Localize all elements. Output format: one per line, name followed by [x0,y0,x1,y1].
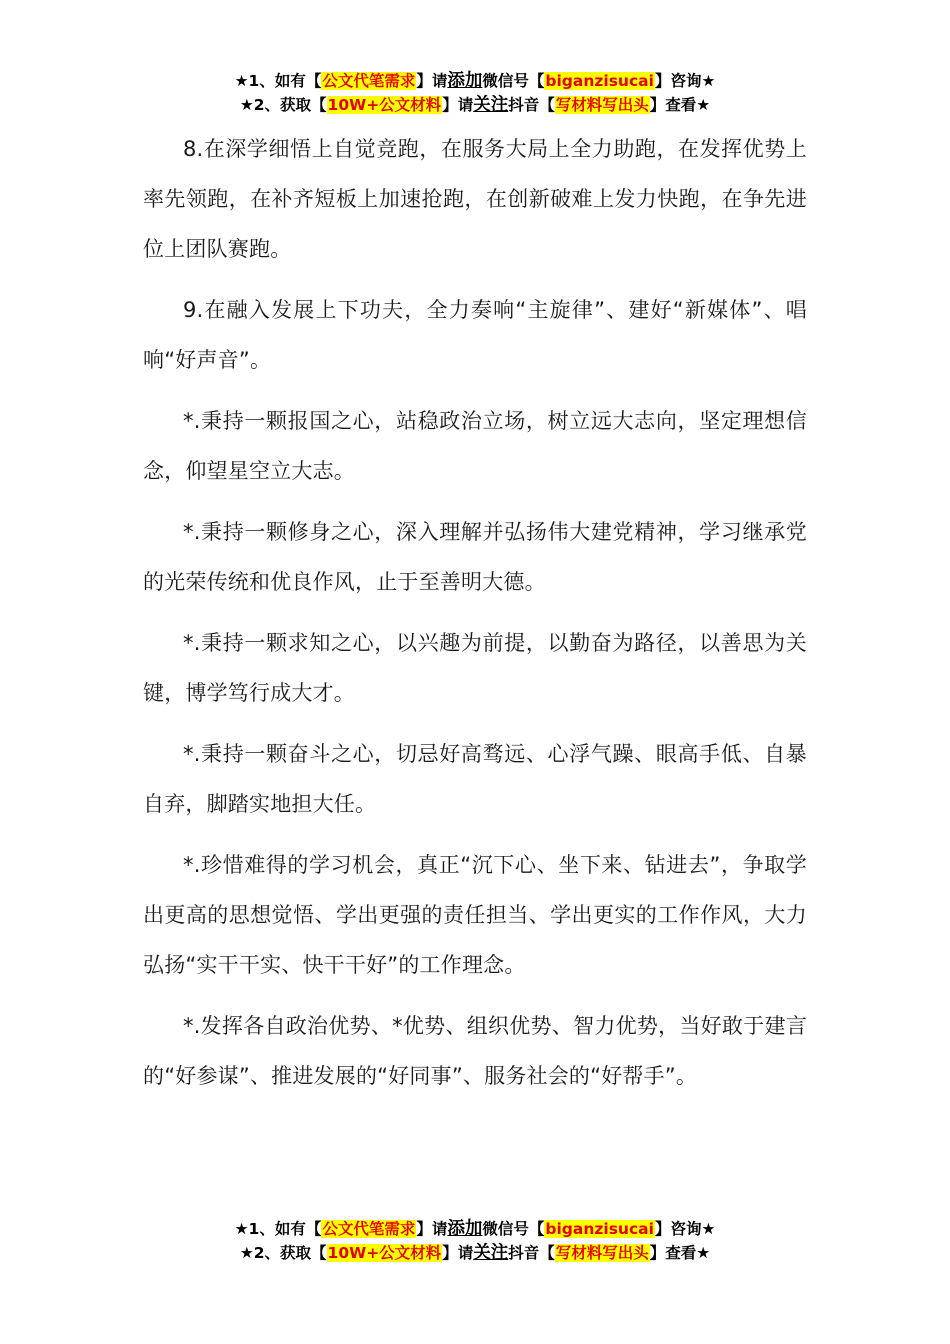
banner-line-1 [0,69,950,93]
banner-text: 抖音【 [508,1244,555,1262]
paragraph: *.珍惜难得的学习机会，真正“沉下心、坐下来、钻进去”，争取学出更高的思想觉悟、学出更强的责任担当、学出更实的工作作风，大力弘扬“实干干实、快干干好”的工作理念。 [143,853,807,977]
header-banner [0,69,950,117]
banner-text: 】咨询★ [654,72,716,90]
banner-underlined-text: 添加 [447,1219,483,1239]
banner-text: 微信号【 [482,1220,545,1238]
paragraph: *.秉持一颗报国之心，站稳政治立场，树立远大志向，坚定理想信念，仰望星空立大志。 [143,409,807,483]
banner-text: ★1、如有【 [234,1220,322,1238]
banner-text: 】咨询★ [654,1220,716,1238]
paragraph: *.发挥各自政治优势、*优势、组织优势、智力优势，当好敢于建言的“好参谋”、推进发展的“好同事”、服务社会的“好帮手”。 [143,1014,807,1088]
banner-line-2 [0,1241,950,1265]
banner-underlined-text: 关注 [473,1243,509,1263]
highlight-service: 公文代笔需求 [322,1220,416,1238]
highlight-douyin-account: 写材料写出头 [555,1244,649,1262]
paragraph: *.秉持一颗奋斗之心，切忌好高骛远、心浮气躁、眼高手低、自暴自弃，脚踏实地担大任。 [143,742,807,816]
highlight-wechat-id: biganzisucai [545,72,654,90]
highlight-douyin-account: 写材料写出头 [555,96,649,114]
paragraph: *.秉持一颗求知之心，以兴趣为前提，以勤奋为路径，以善思为关键，博学笃行成大才。 [143,631,807,705]
footer-banner [0,1217,950,1265]
banner-text: 】请 [416,1220,448,1238]
banner-text: ★1、如有【 [234,72,322,90]
banner-text: ★2、获取【 [239,96,327,114]
banner-text: ★2、获取【 [239,1244,327,1262]
highlight-service: 公文代笔需求 [322,72,416,90]
banner-line-1 [0,1217,950,1241]
highlight-materials: 10W+公文材料 [327,1244,442,1262]
document-body [143,124,807,1112]
banner-text: 微信号【 [482,72,545,90]
banner-text: 】查看★ [649,96,711,114]
highlight-wechat-id: biganzisucai [545,1220,654,1238]
banner-text: 】请 [442,1244,474,1262]
banner-text: 抖音【 [508,96,555,114]
banner-text: 】请 [416,72,448,90]
paragraph: *.秉持一颗修身之心，深入理解并弘扬伟大建党精神，学习继承党的光荣传统和优良作风，止于至善明大德。 [143,520,807,594]
banner-line-2 [0,93,950,117]
banner-text: 】查看★ [649,1244,711,1262]
paragraph: 9.在融入发展上下功夫，全力奏响“主旋律”、建好“新媒体”、唱响“好声音”。 [143,298,807,372]
paragraph: 8.在深学细悟上自觉竞跑，在服务大局上全力助跑，在发挥优势上率先领跑，在补齐短板上加速抢跑，在创新破难上发力快跑，在争先进位上团队赛跑。 [143,137,807,261]
banner-text: 】请 [442,96,474,114]
highlight-materials: 10W+公文材料 [327,96,442,114]
banner-underlined-text: 添加 [447,71,483,91]
banner-underlined-text: 关注 [473,95,509,115]
